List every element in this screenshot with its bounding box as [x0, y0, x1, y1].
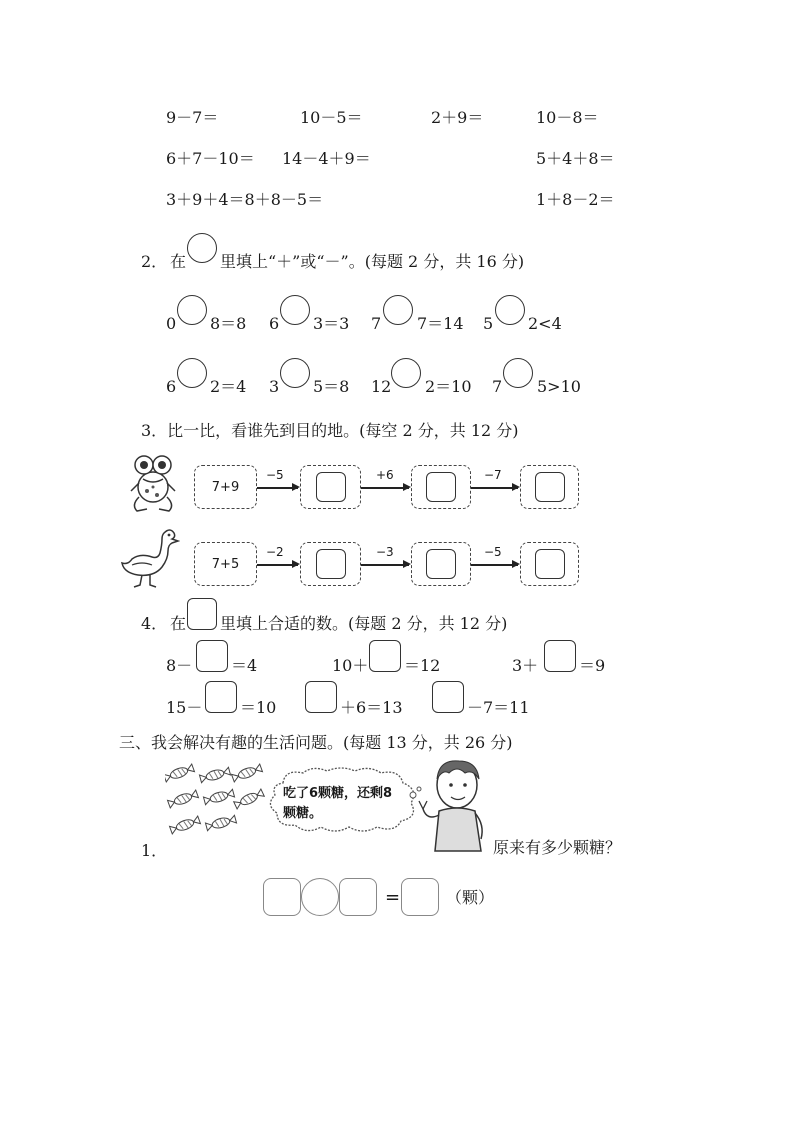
frog-op-1: −5	[266, 468, 284, 482]
frog-step-box-2	[411, 465, 471, 509]
operator-circle[interactable]	[503, 358, 533, 388]
goose-step-box-1	[300, 542, 361, 586]
q4-r1-3-post: ＝9	[579, 656, 606, 675]
goose-step-box-3	[520, 542, 579, 586]
answer-box[interactable]	[316, 549, 346, 579]
frog-step-box-1	[300, 465, 361, 509]
q2-instruction: 里填上“＋”或“－”。(每题 2 分，共 16 分)	[220, 252, 525, 271]
q4-r2-3-post: －7＝11	[467, 698, 530, 717]
answer-box[interactable]	[544, 640, 576, 672]
equals-sign: =	[385, 887, 401, 908]
q4-instruction: 里填上合适的数。(每题 2 分，共 12 分)	[220, 614, 508, 633]
square-symbol-icon	[187, 598, 217, 630]
q2-item-8-b: 5>10	[537, 377, 581, 396]
equation-7: 5＋4＋8＝	[536, 149, 615, 168]
equation-4: 10－8＝	[536, 108, 599, 127]
bubble-text: 吃了6颗糖，还剩8颗糖。	[283, 786, 393, 821]
q4-r1-3-pre: 3＋	[512, 656, 539, 675]
s3-q1-number: 1．	[141, 841, 168, 860]
equation-8: 3＋9＋4＝8＋8－5＝	[166, 190, 324, 209]
goose-icon	[118, 525, 180, 591]
answer-box[interactable]	[535, 472, 565, 502]
answer-box[interactable]	[196, 640, 228, 672]
answer-box[interactable]	[426, 549, 456, 579]
q2-item-5-a: 6	[166, 377, 177, 396]
operator-circle[interactable]	[383, 295, 413, 325]
operator-circle[interactable]	[177, 358, 207, 388]
answer-box[interactable]	[426, 472, 456, 502]
q2-item-5-b: 2＝4	[210, 377, 247, 396]
candy-icon	[165, 763, 265, 843]
equation-3: 2＋9＝	[431, 108, 484, 127]
answer-box[interactable]	[263, 878, 301, 916]
goose-op-3: −5	[484, 545, 502, 559]
section3-title: 三、我会解决有趣的生活问题。(每题 13 分，共 26 分)	[119, 733, 513, 752]
answer-box[interactable]	[535, 549, 565, 579]
q4-number: 4．	[141, 614, 168, 633]
equation-1: 9－7＝	[166, 108, 219, 127]
q2-item-1-a: 0	[166, 314, 177, 333]
goose-op-1: −2	[266, 545, 284, 559]
q4-r2-1-post: ＝10	[240, 698, 277, 717]
goose-step-box-2	[411, 542, 471, 586]
operator-circle[interactable]	[495, 295, 525, 325]
equation-9: 1＋8－2＝	[536, 190, 615, 209]
answer-box[interactable]	[369, 640, 401, 672]
equation-6: 14－4＋9＝	[282, 149, 371, 168]
q2-item-2-b: 3＝3	[313, 314, 350, 333]
q2-item-7-a: 12	[371, 377, 392, 396]
q2-pre: 在	[170, 252, 187, 271]
operator-circle[interactable]	[280, 358, 310, 388]
q2-item-3-b: 7＝14	[417, 314, 464, 333]
q2-item-6-b: 5＝8	[313, 377, 350, 396]
q3-title: 3．比一比，看谁先到目的地。(每空 2 分，共 12 分)	[141, 421, 519, 440]
q4-r1-2-pre: 10＋	[332, 656, 369, 675]
q4-r1-2-post: ＝12	[404, 656, 441, 675]
q4-r2-2-post: ＋6＝13	[340, 698, 403, 717]
q2-item-7-b: 2＝10	[425, 377, 472, 396]
answer-box[interactable]	[339, 878, 377, 916]
arrow-icon	[471, 487, 518, 489]
q2-item-8-a: 7	[492, 377, 503, 396]
q2-item-3-a: 7	[371, 314, 382, 333]
frog-step-box-3	[520, 465, 579, 509]
equation-2: 10－5＝	[300, 108, 363, 127]
q2-item-6-a: 3	[269, 377, 280, 396]
equation-5: 6＋7－10＝	[166, 149, 255, 168]
s3-q1-question: 原来有多少颗糖？	[493, 838, 622, 857]
frog-op-2: +6	[376, 468, 394, 482]
frog-start-box: 7+9	[194, 465, 257, 509]
answer-box[interactable]	[305, 681, 337, 713]
boy-icon	[415, 755, 493, 853]
frog-op-3: −7	[484, 468, 502, 482]
q2-item-4-b: 2<4	[528, 314, 562, 333]
arrow-icon	[257, 487, 298, 489]
operator-circle[interactable]	[391, 358, 421, 388]
arrow-icon	[257, 564, 298, 566]
operator-circle[interactable]	[280, 295, 310, 325]
operator-circle[interactable]	[301, 878, 339, 916]
answer-box[interactable]	[401, 878, 439, 916]
operator-circle[interactable]	[177, 295, 207, 325]
q2-item-2-a: 6	[269, 314, 280, 333]
circle-symbol-icon	[187, 233, 217, 263]
arrow-icon	[361, 564, 409, 566]
frog-icon	[127, 451, 179, 513]
q2-item-4-a: 5	[483, 314, 494, 333]
answer-box[interactable]	[316, 472, 346, 502]
q2-item-1-b: 8＝8	[210, 314, 247, 333]
q4-r2-1-pre: 15－	[166, 698, 203, 717]
answer-box[interactable]	[432, 681, 464, 713]
answer-box[interactable]	[205, 681, 237, 713]
q4-pre: 在	[170, 614, 187, 633]
arrow-icon	[361, 487, 409, 489]
goose-start-box: 7+5	[194, 542, 257, 586]
goose-op-2: −3	[376, 545, 394, 559]
q4-r1-1-pre: 8－	[166, 656, 193, 675]
q2-number: 2．	[141, 252, 168, 271]
q4-r1-1-post: ＝4	[231, 656, 258, 675]
arrow-icon	[471, 564, 518, 566]
unit-label: （颗）	[446, 888, 495, 907]
